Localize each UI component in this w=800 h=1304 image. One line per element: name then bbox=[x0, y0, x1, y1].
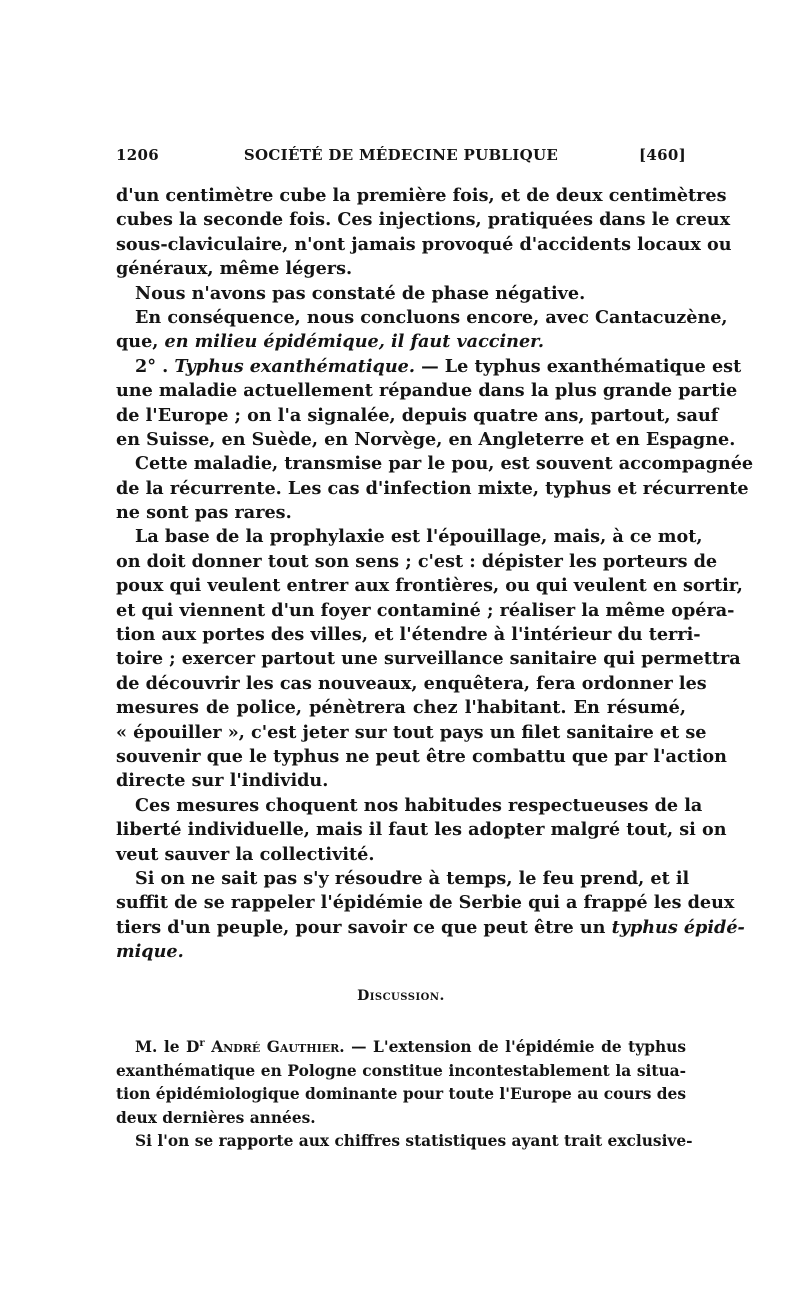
text-line: deux dernières années. bbox=[116, 1108, 316, 1127]
text-line: sous-claviculaire, n'ont jamais provoqué d'accidents locaux ou bbox=[116, 233, 732, 255]
text-line: tion épidémiologique dominante pour toute l'Europe au cours des bbox=[116, 1085, 686, 1104]
running-title: SOCIÉTÉ DE MÉDECINE PUBLIQUE bbox=[243, 146, 559, 164]
speaker-title: M. le D bbox=[135, 1038, 200, 1056]
text-line: généraux, même légers. bbox=[116, 258, 353, 280]
text-line: liberté individuelle, mais il faut les adopter malgré tout, si on bbox=[116, 819, 727, 841]
italic-phrase: en milieu épidémique, il faut vacciner. bbox=[164, 331, 544, 353]
text-line: poux qui veulent entrer aux frontières, ou qui veulent en sortir, bbox=[116, 575, 743, 597]
running-header bbox=[116, 146, 686, 168]
text-run: tiers d'un peuple, pour savoir ce que peut être un bbox=[116, 916, 612, 938]
text-line: suffit de se rappeler l'épidémie de Serbie qui a frappé les deux bbox=[116, 892, 735, 914]
text-line bbox=[116, 916, 745, 940]
text-line: En conséquence, nous concluons encore, avec Cantacuzène, bbox=[135, 306, 728, 328]
text-line: Ces mesures choquent nos habitudes respectueuses de la bbox=[135, 794, 703, 816]
section-number: 2° . bbox=[135, 355, 175, 377]
text-line: veut sauver la collectivité. bbox=[116, 843, 375, 865]
main-text bbox=[116, 184, 754, 965]
speaker-name: André Gauthier bbox=[211, 1038, 340, 1056]
text-line: de la récurrente. Les cas d'infection mixte, typhus et récurrente bbox=[116, 477, 749, 499]
superscript: r bbox=[199, 1037, 205, 1049]
text-line: Nous n'avons pas constaté de phase négative. bbox=[135, 282, 586, 304]
text-line: « épouiller », c'est jeter sur tout pays un filet sanitaire et se bbox=[116, 721, 707, 743]
text-line: de découvrir les cas nouveaux, enquêtera, fera ordonner les bbox=[116, 672, 707, 694]
text-line: mesures de police, pénètrera chez l'habitant. En résumé, bbox=[116, 697, 686, 719]
text-line: Cette maladie, transmise par le pou, est souvent accompagnée bbox=[135, 453, 754, 475]
text-run: que, bbox=[116, 331, 165, 353]
text-line: directe sur l'individu. bbox=[116, 770, 329, 792]
page-index: [460] bbox=[638, 146, 686, 164]
text-line: ne sont pas rares. bbox=[116, 502, 292, 524]
text-line bbox=[116, 940, 686, 964]
page-number: 1206 bbox=[116, 146, 159, 164]
section-title: Typhus exanthématique. bbox=[174, 355, 415, 377]
discussion-heading: Discussion. bbox=[357, 988, 445, 1004]
text-run: . — L'extension de l'épidémie de typhus bbox=[339, 1038, 687, 1056]
text-line bbox=[116, 355, 742, 379]
text-line: Si l'on se rapporte aux chiffres statistiques ayant trait exclusive- bbox=[135, 1132, 693, 1151]
text-line: on doit donner tout son sens ; c'est : dépister les porteurs de bbox=[116, 550, 718, 572]
text-line: Si on ne sait pas s'y résoudre à temps, le feu prend, et il bbox=[135, 867, 690, 889]
text-line: toire ; exercer partout une surveillance sanitaire qui permettra bbox=[116, 648, 741, 670]
text-line: une maladie actuellement répandue dans la plus grande partie bbox=[116, 380, 738, 402]
italic-phrase: typhus épidé- bbox=[611, 916, 745, 938]
text-line: tion aux portes des villes, et l'étendre à l'intérieur du terri- bbox=[116, 624, 701, 646]
text-line: exanthématique en Pologne constitue incontestablement la situa- bbox=[116, 1061, 686, 1080]
text-line: La base de la prophylaxie est l'épouillage, mais, à ce mot, bbox=[135, 526, 703, 548]
text-run: — Le typhus exanthématique est bbox=[414, 355, 742, 377]
text-line: et qui viennent d'un foyer contaminé ; réaliser la même opéra- bbox=[116, 599, 735, 621]
text-line: en Suisse, en Suède, en Norvège, en Angleterre et en Espagne. bbox=[116, 428, 736, 450]
text-line: d'un centimètre cube la première fois, et de deux centimètres bbox=[116, 185, 727, 206]
text-line: cubes la seconde fois. Ces injections, pratiquées dans le creux bbox=[116, 209, 731, 231]
discussion-text bbox=[116, 1036, 693, 1154]
text-line: de l'Europe ; on l'a signalée, depuis quatre ans, partout, sauf bbox=[116, 404, 719, 426]
text-line bbox=[116, 330, 686, 354]
italic-phrase: mique. bbox=[116, 941, 184, 963]
text-line: souvenir que le typhus ne peut être combattu que par l'action bbox=[116, 745, 727, 767]
text-line bbox=[116, 1036, 686, 1060]
